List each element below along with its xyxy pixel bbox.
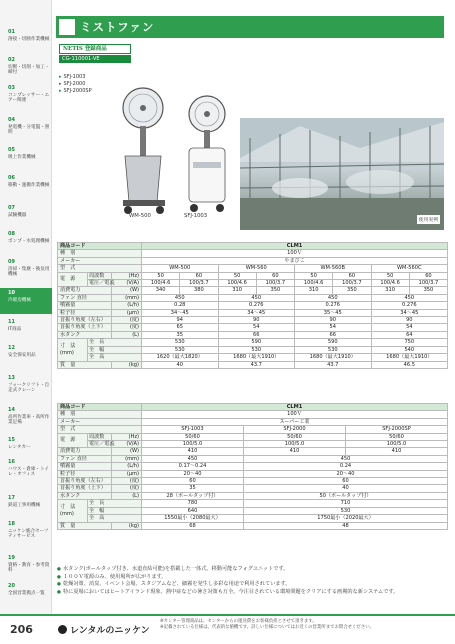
table-row: 粒子径 (μm) 34〜45 34〜45 35〜45 34〜45	[58, 309, 448, 316]
sidebar-item-safety[interactable]: 12 安全保安用品	[8, 345, 36, 358]
table-row: ファン 直径 (mm) 450 450 450 450	[58, 294, 448, 301]
brand-logo: レンタルのニッケン	[58, 623, 150, 636]
table-row: 消費電力 (W) 410 410 410	[58, 448, 448, 455]
table-row: 寸 法 (mm) 全 長 530 590 590 750	[58, 339, 448, 346]
note-item: ● 乾燥対策、消臭、イベント会場、スタジアムなど、細霧を発生し多彩な用途で利用されています。	[57, 581, 449, 589]
sidebar-item-offices[interactable]: 20 全国営業拠点一覧	[8, 583, 45, 596]
note-item: ● 水タンク(ボールタップ付き、水道直結可能)を搭載した一体式。移動可能なフォグユニットです。	[57, 566, 449, 574]
mist-fan-wm500-image	[123, 88, 165, 214]
sidebar-item-testing[interactable]: 07 試験機器	[8, 205, 27, 218]
table-row: 全 幅 640 530	[58, 507, 448, 514]
sidebar-item-transport[interactable]: 06 移動・運搬作業機械	[8, 175, 50, 188]
sidebar-item-compressor[interactable]: 03 コンプレッサー・エアー関連	[8, 85, 50, 104]
table-row: 消費電力 (W) 340 380 310 350 310 350 310 350	[58, 287, 448, 294]
sidebar-item-generator[interactable]: 04 発電機・分電盤・照明	[8, 117, 50, 136]
netis-code: CG-110001-VE	[59, 55, 131, 63]
table-row: 首振り角度（上下） (度) 35 40	[58, 485, 448, 492]
product-notes	[57, 566, 449, 596]
caption-wm500: WM-500	[129, 213, 151, 219]
table-row: 首振り角度（左右） (度) 60 60	[58, 478, 448, 485]
page-title: ミストファン	[80, 20, 155, 34]
table-row: ファン 直径 (mm) 450 450	[58, 455, 448, 462]
table-row: 電圧／電流 (V/A) 100/5.0 100/5.0 100/5.0	[58, 441, 448, 448]
sidebar-item-safety-service[interactable]: 18 ニッケン総合セーフティサービス	[8, 521, 49, 540]
table-row: 型 式 WM-500 WM-560 WM-560B WM-560C	[58, 265, 448, 272]
footnotes	[160, 619, 450, 631]
netis-model: ▸ SFJ-1003	[59, 74, 92, 81]
spec-table-yamabiko	[57, 242, 448, 369]
product-illustrations	[95, 80, 235, 228]
sidebar-item-license[interactable]: 19 資格・教育・参考資料	[8, 555, 50, 574]
sidebar-nav	[0, 0, 52, 644]
table-row: 噴霧量 (L/h) 0.28 0.276 0.276 0.276	[58, 302, 448, 309]
note-item: ● １００Ｖ電源のみ、使用場所が広がります。	[57, 574, 449, 582]
table-row: 電圧／電流 (V/A) 100/4.6 100/3.7 100/4.6 100/3.7 100/4.6 100/3.7 100/4.6 100/3.7	[58, 280, 448, 287]
page-number: 206	[10, 623, 33, 636]
sidebar-item-forklift[interactable]: 13 フォークリフト・自走式クレーン	[8, 375, 50, 394]
note-item: ● 特に夏場においてはヒートアイランド現象、熱中症などの暑さ対策も万全。今注目されている環境問題をクリアにする画期的な新システムです。	[57, 589, 449, 597]
table-row: 種 別 100Ｖ	[58, 250, 448, 257]
table-row: 水タンク (L) 35 66 66 64	[58, 331, 448, 338]
brand-mark-icon	[58, 625, 67, 634]
table-row: 粒子径 (μm) 20〜40 20〜40	[58, 470, 448, 477]
sidebar-item-rentacar[interactable]: 15 レンタカー	[8, 437, 31, 450]
table-row: 種 別 100Ｖ	[58, 411, 448, 418]
title-square-icon	[59, 19, 75, 35]
caption-sfj1003: SFJ-1003	[184, 213, 208, 219]
sidebar-item-cleaning[interactable]: 09 清掃・集塵・換気用機械	[8, 259, 50, 278]
footnote: ※カンター管理商品は、センターからの運送費をお客様負担とさせて頂きます。	[160, 619, 317, 624]
table-row: 全 高 1620（最大1820） 1680（最大1910） 1680（最大1910） 1680（最大1910）	[58, 354, 448, 361]
table-row: 商品コード CLM1	[58, 243, 448, 250]
table-row: 商品コード CLM1	[58, 404, 448, 411]
table-row: 電 源 周波数 (Hz) 50 60 50 60 50 60 50 60	[58, 272, 448, 279]
table-row: 質 量 (kg) 68 48	[58, 522, 448, 529]
table-row: 首振り角度（左右） (度) 94 90 90 90	[58, 317, 448, 324]
netis-model: ▸ SFJ-2000	[59, 81, 92, 88]
page-title-bar	[56, 16, 444, 38]
table-row: 全 幅 530 530 530 540	[58, 346, 448, 353]
netis-block	[59, 44, 131, 74]
table-row: 型 式 SFJ-1003 SFJ-2000 SFJ-2000SP	[58, 426, 448, 433]
netis-badge: NETIS 登録商品	[59, 44, 131, 54]
sidebar-item-pump[interactable]: 08 ポンプ・水処理機械	[8, 231, 50, 244]
spec-table-super-kogyo	[57, 403, 448, 530]
sidebar-item-suction[interactable]: 05 吸上作業機械	[8, 147, 36, 160]
table-row: 電 源 周波数 (Hz) 50/60 50/60 50/60	[58, 433, 448, 440]
photo-caption: 使用実例	[417, 215, 440, 224]
sidebar-item-welding[interactable]: 01 溶接・切断作業機械	[8, 29, 50, 42]
mist-fan-sfj1003-image	[189, 96, 225, 212]
table-row: 噴霧量 (L/h) 0.17〜0.24 0.24	[58, 463, 448, 470]
sidebar-item-cutting[interactable]: 02 切断・切削・加工・締付	[8, 57, 50, 76]
netis-model-list	[59, 74, 92, 95]
usage-example-photo	[240, 118, 444, 230]
table-row: メーカー やまびこ	[58, 257, 448, 264]
photo-scene	[240, 118, 444, 230]
table-row: メーカー スーパー工業	[58, 418, 448, 425]
table-row: 首振り角度（上下） (度) 65 54 54 54	[58, 324, 448, 331]
table-row: 水タンク (L) 28（ポールタップ付） 50（ポールタップ付）	[58, 492, 448, 499]
sidebar-item-house[interactable]: 16 ハウス・倉庫・トイレ・オフィス	[8, 459, 49, 478]
table-row: 寸 法 (mm) 全 長 780 710	[58, 500, 448, 507]
sidebar-item-railway[interactable]: 17 鉄道工事用機械	[8, 495, 41, 508]
sidebar-item-aerial[interactable]: 14 高所作業車・高所作業足場	[8, 407, 50, 426]
footnote: ※記載されている仕様は、代表的な値機です。詳しい仕様についてはお近くの営業所までお問合せください。	[160, 625, 374, 630]
sidebar-item-cooling[interactable]: 10 冷暖房機械	[0, 288, 52, 314]
table-row: 全 高 1550最小（2080最大） 1750最小（2020最大）	[58, 515, 448, 522]
netis-model: ▸ SFJ-2000SP	[59, 88, 92, 95]
sidebar-item-it[interactable]: 11 IT商品	[8, 319, 22, 332]
table-row: 質 量 (kg) 40 43.7 43.7 46.5	[58, 361, 448, 368]
page-footer	[0, 614, 455, 644]
